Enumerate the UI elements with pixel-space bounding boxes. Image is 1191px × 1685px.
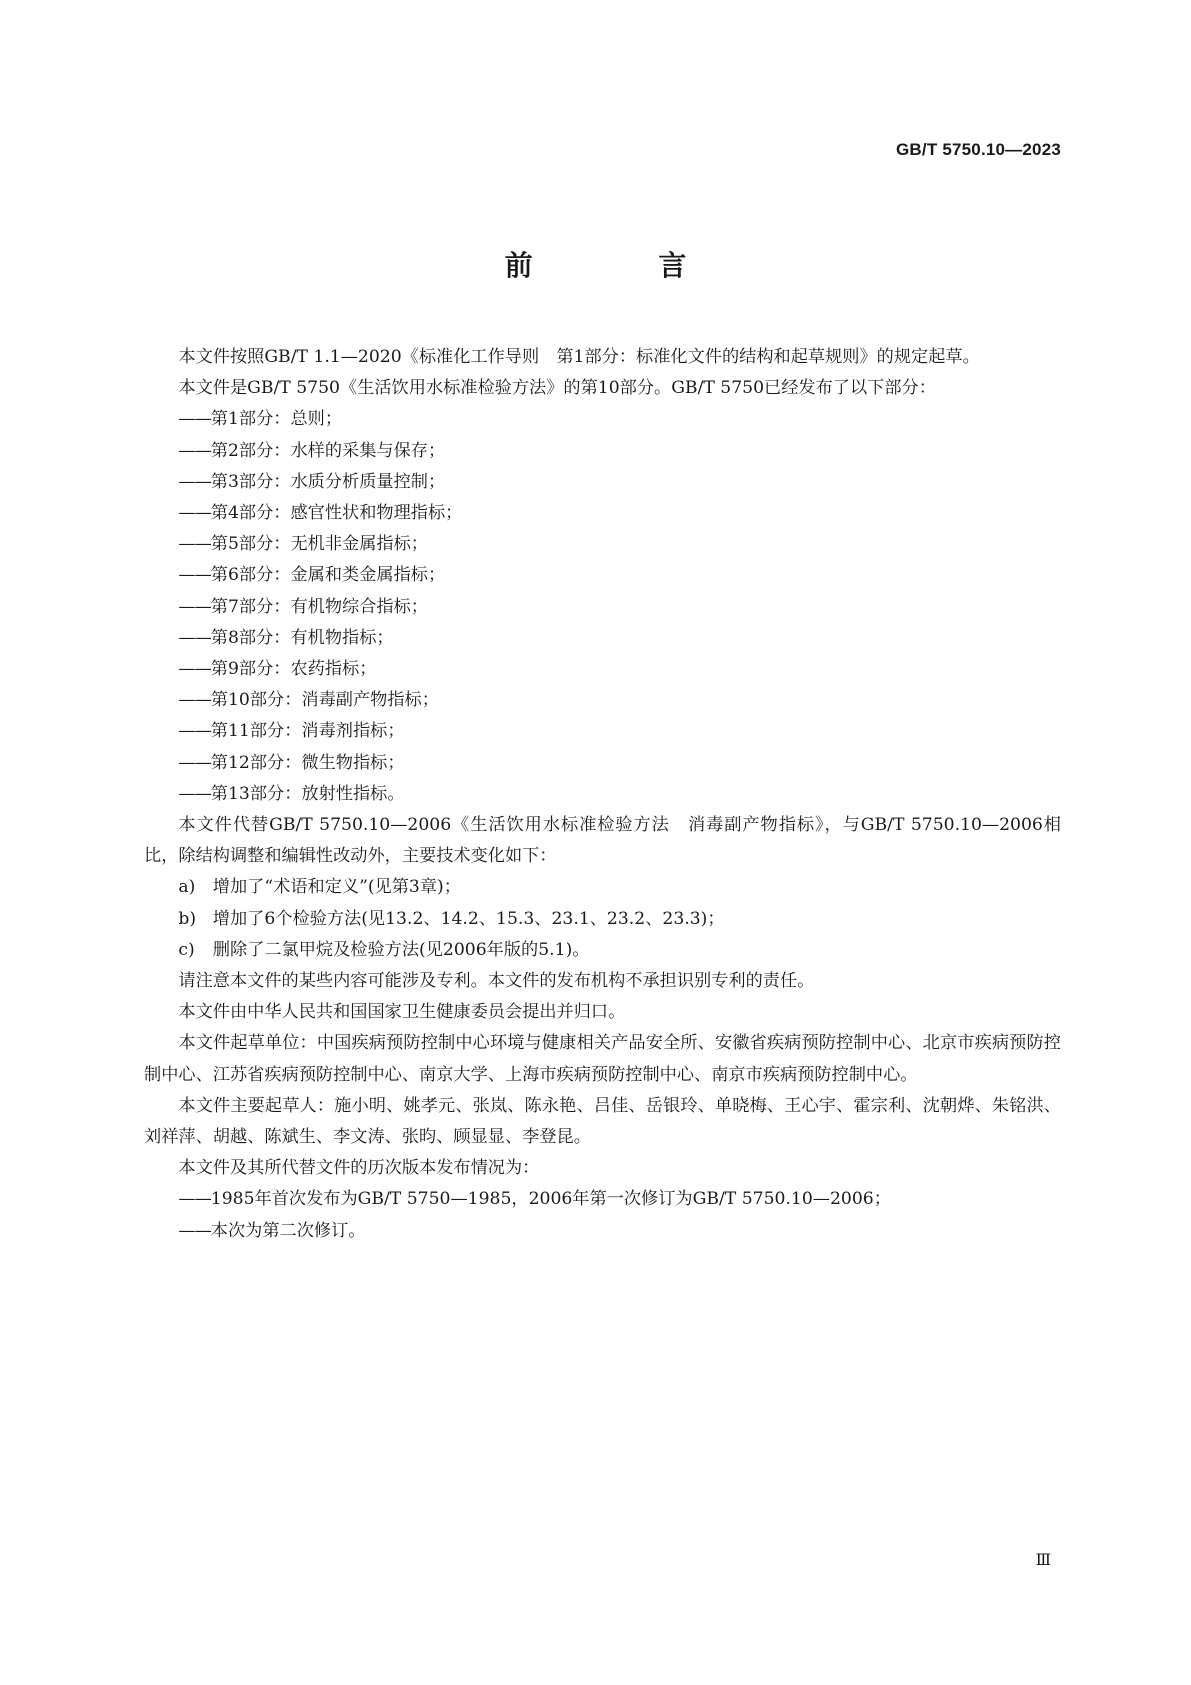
paragraph-replacement: 本文件代替GB/T 5750.10—2006《生活饮用水标准检验方法 消毒副产物指标》，与GB/T 5750.10—2006相比，除结构调整和编辑性改动外，主要技术变化如下： — [144, 815, 1061, 867]
list-item: —— 第5部分：无机非金属指标； — [144, 529, 1061, 560]
list-item: —— 第9部分：农药指标； — [144, 654, 1061, 685]
list-item: —— 第7部分：有机物综合指标； — [144, 592, 1061, 623]
foreword-body — [144, 342, 1061, 1247]
paragraph-drafters: 本文件主要起草人：施小明、姚孝元、张岚、陈永艳、吕佳、岳银玲、单晓梅、王心宇、霍宗利、沈朝烨、朱铭洪、刘祥萍、胡越、陈斌生、李文涛、张昀、顾显显、李登昆。 — [144, 1095, 1061, 1148]
list-item: —— 第3部分：水质分析质量控制； — [144, 467, 1061, 498]
change-item — [144, 935, 1061, 966]
list-item: —— 第8部分：有机物指标； — [144, 623, 1061, 654]
change-item-text: 增加了6个检验方法(见13.2、14.2、15.3、23.1、23.2、23.3)； — [212, 908, 725, 929]
history-item: —— 本次为第二次修订。 — [144, 1216, 1061, 1247]
history-item: —— 1985年首次发布为GB/T 5750—1985，2006年第一次修订为GB/T 5750.10—2006； — [144, 1184, 1061, 1215]
paragraph-drafting-rules: 本文件按照GB/T 1.1—2020《标准化工作导则 第1部分：标准化文件的结构和起草规则》的规定起草。 — [178, 347, 980, 367]
change-item — [144, 872, 1061, 903]
change-item-text: 增加了“术语和定义”(见第3章)； — [212, 877, 461, 898]
paragraph-patent-notice: 请注意本文件的某些内容可能涉及专利。本文件的发布机构不承担识别专利的责任。 — [178, 971, 815, 992]
page-number: Ⅲ — [1035, 1550, 1051, 1569]
list-item: —— 第11部分：消毒剂指标； — [144, 716, 1061, 747]
change-item-marker: c) — [178, 939, 195, 960]
change-item — [144, 904, 1061, 935]
list-item: —— 第2部分：水样的采集与保存； — [144, 436, 1061, 467]
list-item: —— 第10部分：消毒副产物指标； — [144, 685, 1061, 716]
standard-number: GB/T 5750.10—2023 — [896, 140, 1061, 159]
list-item: —— 第6部分：金属和类金属指标； — [144, 560, 1061, 591]
change-item-marker: a) — [178, 877, 196, 898]
paragraph-drafting-units: 本文件起草单位：中国疾病预防控制中心环境与健康相关产品安全所、安徽省疾病预防控制中心、北京市疾病预防控制中心、江苏省疾病预防控制中心、南京大学、上海市疾病预防控制中心、南京市疾病预防控制中心。 — [144, 1033, 1061, 1085]
paragraph-series-intro: 本文件是GB/T 5750《生活饮用水标准检验方法》的第10部分。GB/T 5750已经发布了以下部分： — [178, 378, 936, 399]
list-item: —— 第4部分：感官性状和物理指标； — [144, 498, 1061, 529]
change-item-text: 删除了二氯甲烷及检验方法(见2006年版的5.1)。 — [212, 939, 590, 960]
paragraph-history-intro: 本文件及其所代替文件的历次版本发布情况为： — [178, 1158, 540, 1179]
page-title: 前 言 — [504, 249, 745, 282]
list-item: —— 第13部分：放射性指标。 — [144, 779, 1061, 810]
list-item: —— 第1部分：总则； — [144, 404, 1061, 435]
paragraph-proposer: 本文件由中华人民共和国国家卫生健康委员会提出并归口。 — [178, 1002, 626, 1023]
list-item: —— 第12部分：微生物指标； — [144, 748, 1061, 779]
change-item-marker: b) — [178, 908, 197, 929]
